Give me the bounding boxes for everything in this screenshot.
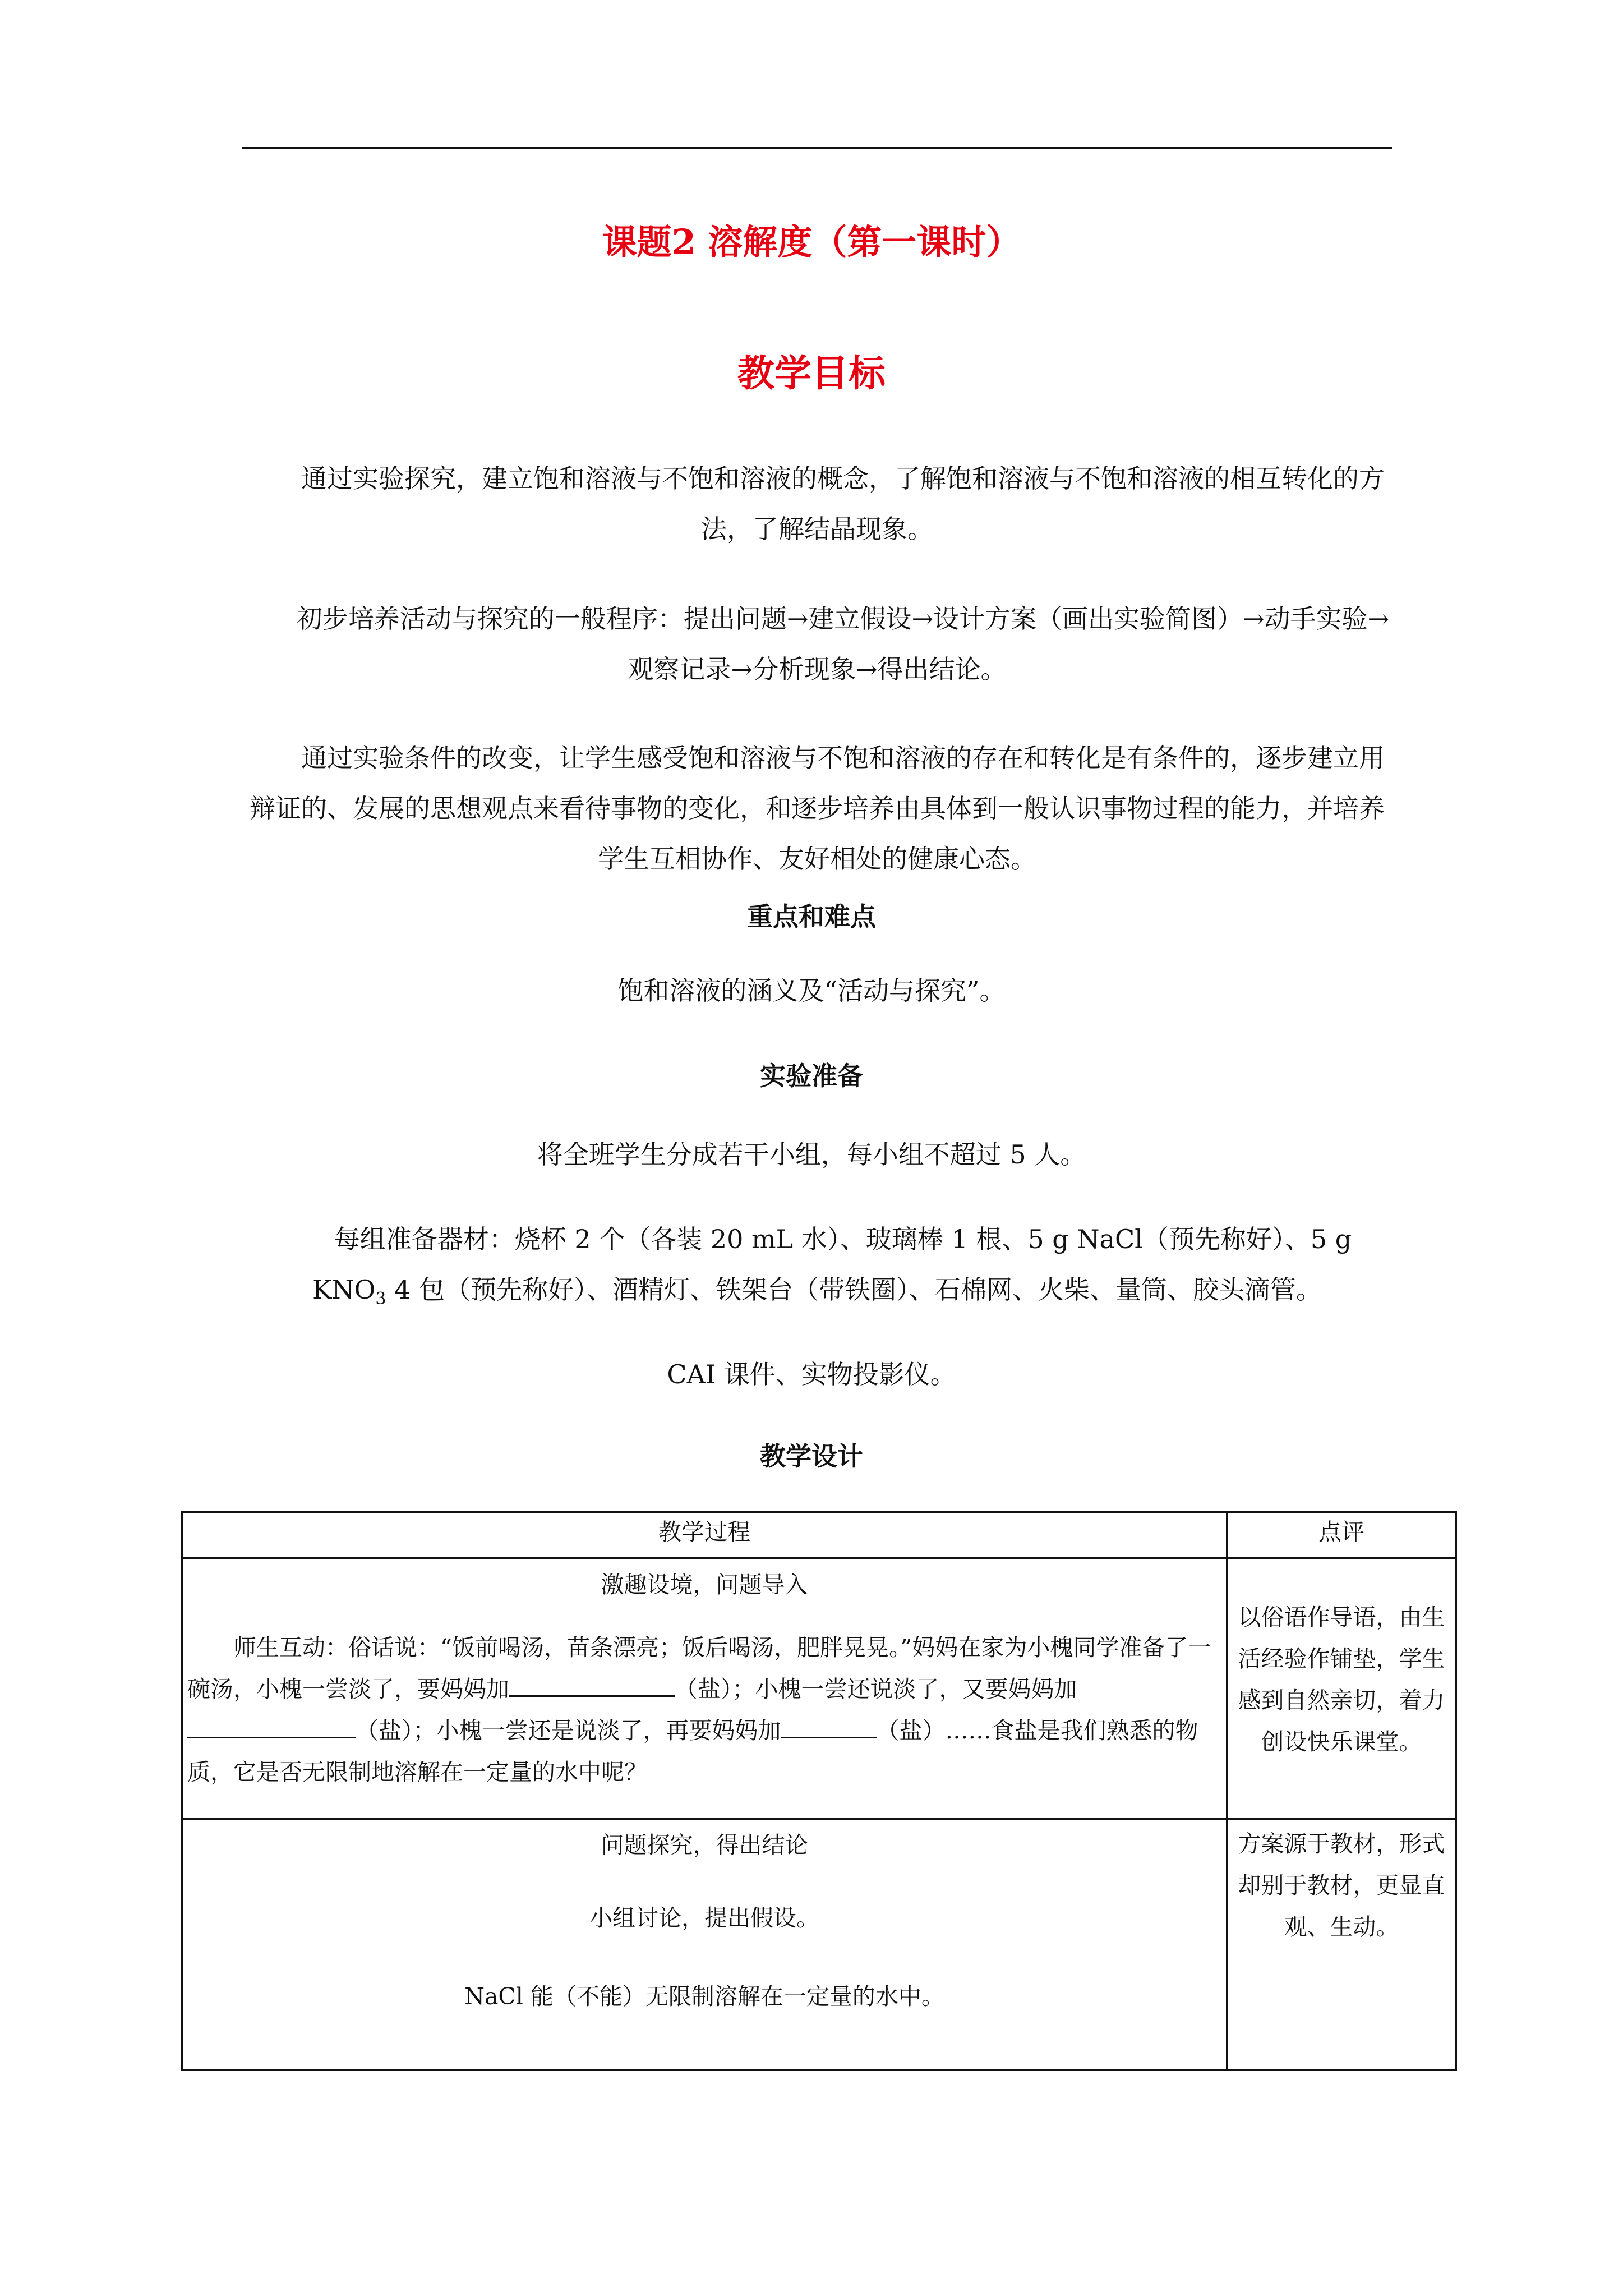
lesson-title: 课题2 溶解度（第一课时）	[602, 222, 1021, 263]
row-title: 激趣设境，问题导入	[601, 1571, 808, 1598]
comment-text: 以俗语作导语，由生活经验作铺垫，学生感到自然亲切，着力创设快乐课堂。	[1238, 1604, 1445, 1755]
comment-cell	[1227, 1819, 1456, 2070]
section-heading-goals: 教学目标	[737, 351, 886, 395]
process-cell	[182, 1819, 1227, 2070]
header-process: 教学过程	[182, 1512, 1227, 1558]
fill-blank	[509, 1672, 675, 1697]
body-text: （盐）……食盐是我们熟悉的物质，它是否无限制地溶解在一定量的水中呢？	[187, 1717, 1198, 1786]
header-comment: 点评	[1227, 1512, 1456, 1558]
goal-paragraph-1: 通过实验探究，建立饱和溶液与不饱和溶液的概念，了解饱和溶液与不饱和溶液的相互转化的方法，了解结晶现象。	[301, 463, 1385, 544]
process-cell	[182, 1558, 1227, 1819]
row-title: 问题探究，得出结论	[601, 1832, 808, 1858]
materials-text-b: 4 包（预先称好）、酒精灯、铁架台（带铁圈）、石棉网、火柴、量筒、胶头滴管。	[386, 1274, 1322, 1305]
row-line: 小组讨论，提出假设。	[589, 1904, 819, 1931]
goal-paragraph-2: 初步培养活动与探究的一般程序：提出问题→建立假设→设计方案（画出实验简图）→动手实验→观察记录→分析现象→得出结论。	[296, 604, 1390, 684]
materials-text-a: 每组准备器材：烧杯 2 个（各装 20 mL 水）、玻璃棒 1 根、5 g NaCl（预先称好）、5 g KNO	[312, 1224, 1352, 1305]
teaching-design-table	[181, 1511, 1457, 2071]
fill-blank	[187, 1714, 356, 1738]
section-heading-design: 教学设计	[760, 1441, 863, 1471]
body-text: （盐）；小槐一尝还说淡了，又要妈妈加	[675, 1676, 1077, 1703]
header-rule	[242, 147, 1392, 149]
key-points-text: 饱和溶液的涵义及“活动与探究”。	[617, 976, 1006, 1006]
preparation-cai: CAI 课件、实物投影仪。	[667, 1359, 956, 1389]
row-body	[183, 1627, 1226, 1793]
comment-cell	[1227, 1558, 1456, 1819]
preparation-materials	[242, 1214, 1392, 1324]
materials-subscript: 3	[375, 1289, 386, 1309]
table-row	[182, 1558, 1456, 1819]
section-heading-preparation: 实验准备	[760, 1061, 863, 1091]
table-row	[182, 1819, 1456, 2070]
fill-blank	[781, 1714, 877, 1738]
body-text: （盐）；小槐一尝还是说淡了，再要妈妈加	[356, 1717, 781, 1744]
row-line: NaCl 能（不能）无限制溶解在一定量的水中。	[464, 1983, 944, 2010]
section-heading-key-points: 重点和难点	[747, 901, 876, 932]
goal-paragraph-3: 通过实验条件的改变，让学生感受饱和溶液与不饱和溶液的存在和转化是有条件的，逐步建立用辩证的、发展的思想观点来看待事物的变化，和逐步培养由具体到一般认识事物过程的能力，并培养学生互相协作、友好相处的健康心态。	[250, 743, 1385, 874]
preparation-grouping: 将全班学生分成若干小组，每小组不超过 5 人。	[537, 1139, 1086, 1170]
body-text: 师生互动：俗话说：“饭前喝汤，苗条漂亮；饭后喝汤，肥胖晃晃。”妈妈在家为小槐同学准备了一碗汤，小槐一尝淡了，要妈妈加	[187, 1634, 1211, 1703]
table-header-row	[182, 1512, 1456, 1558]
comment-text: 方案源于教材，形式却别于教材，更显直观、生动。	[1238, 1830, 1445, 1940]
